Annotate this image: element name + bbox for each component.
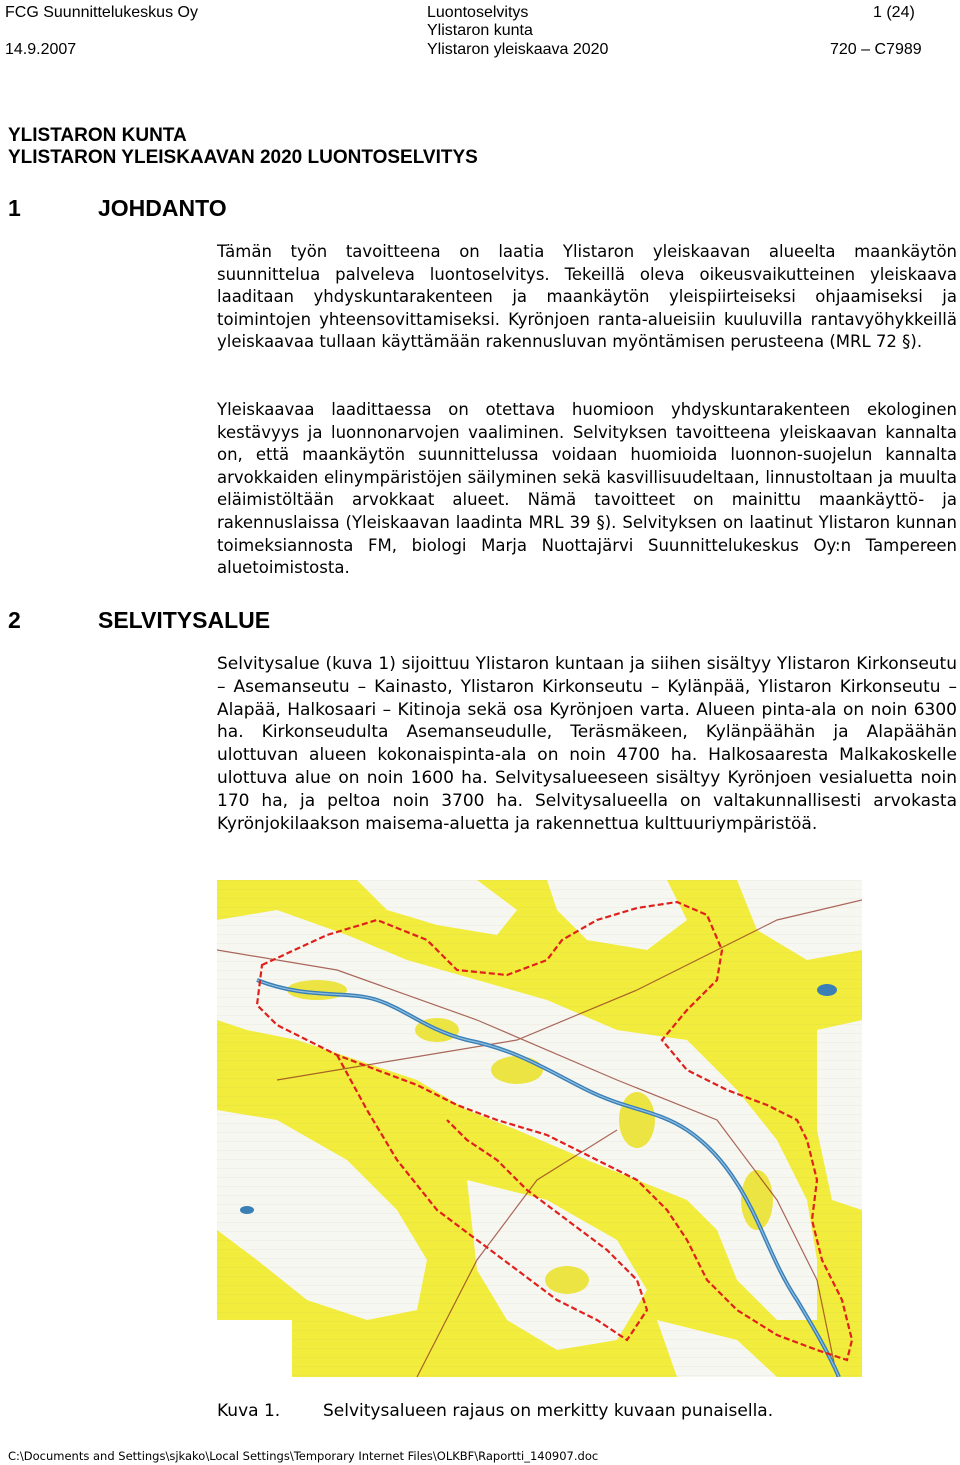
section-number: 2: [8, 607, 21, 633]
header-doc-type: Luontoselvitys: [427, 4, 529, 21]
header-page-number: 1 (24): [873, 4, 915, 21]
section-heading-johdanto: [8, 194, 227, 222]
header-plan: Ylistaron yleiskaava 2020: [427, 41, 609, 58]
header-company: FCG Suunnittelukeskus Oy: [5, 4, 198, 21]
footer-file-path: C:\Documents and Settings\sjkako\Local Settings\Temporary Internet Files\OLKBF\Raportti_140907.doc: [8, 1449, 599, 1463]
section-title: SELVITYSALUE: [98, 607, 271, 633]
section-heading-selvitysalue: [8, 606, 270, 634]
header-date: 14.9.2007: [5, 41, 77, 58]
figure-label: Kuva 1.: [217, 1401, 281, 1421]
header-project-code: 720 – C7989: [830, 41, 922, 58]
document-title-line1: YLISTARON KUNTA: [8, 125, 187, 146]
paragraph-intro-1: Tämän työn tavoitteena on laatia Ylistaron yleiskaavan alueelta maankäytön suunnittelua palveleva luontoselvitys. Tekeillä oleva oikeusvaikutteinen yleiskaava laaditaan yhdyskuntarakenteen ja maankäytön yleispiirteiseksi ohjaamiseksi ja toimintojen yhteensovittamiseksi. Kyrönjoen ranta-alueisiin kuuluvilla rantavyöhykkeillä yleiskaavaa tullaan käyttämään rakennusluvan myöntämisen perusteena (MRL 72 §).: [217, 242, 957, 352]
document-title-line2: YLISTARON YLEISKAAVAN 2020 LUONTOSELVITYS: [8, 147, 478, 168]
paragraph-intro-2: Yleiskaavaa laadittaessa on otettava huomioon yhdyskuntarakenteen ekologinen kestävyys ja luonnonarvojen vaaliminen. Selvityksen tavoitteena yleiskaavan kannalta on, että maankäytön suunnittelussa voidaan huomioida luonnon-suojelun kannalta arvokkaiden elinympäristöjen säilyminen sekä kasvillisuudeltaan, linnustoltaan ja muulta eläimistöltään arvokkaat alueet. Nämä tavoitteet on mainittu maankäyttö- ja rakennuslaissa (Yleiskaavan laadinta MRL 39 §). Selvityksen on laatinut Ylistaron kunnan toimeksiannosta FM, biologi Marja Nuottajärvi Suunnittelukeskus Oy:n Tampereen aluetoimistosta.: [217, 400, 957, 578]
paragraph-study-area: Selvitysalue (kuva 1) sijoittuu Ylistaron kuntaan ja siihen sisältyy Ylistaron Kirkonseutu – Asemanseutu – Kainasto, Ylistaron Kirkonseutu – Kylänpää, Ylistaron Kirkonseutu – Alapää, Halkosaari – Kitinoja sekä osa Kyrönjoen varta. Alueen pinta-ala on noin 6300 ha. Kirkonseudulta Asemanseudulle, Teräsmäkeen, Kylänpäähän ja Alapäähän ulottuvan alueen kokonaispinta-ala on noin 4700 ha. Halkosaaresta Malkakoskelle ulottuva alue on noin 1600 ha. Selvitysalueeseen sisältyy Kyrönjoen vesialuetta noin 170 ha, ja peltoa noin 3700 ha. Selvitysalueella on valtakunnallisesti arvokasta Kyrönjokilaakson maisema-aluetta ja rakennettua kulttuuriympäristöä.: [217, 654, 957, 834]
section-title: JOHDANTO: [98, 195, 227, 221]
section-number: 1: [8, 195, 21, 221]
study-area-map: [217, 880, 862, 1377]
figure-caption: Selvitysalueen rajaus on merkitty kuvaan punaisella.: [323, 1401, 774, 1421]
header-municipality: Ylistaron kunta: [427, 22, 533, 39]
